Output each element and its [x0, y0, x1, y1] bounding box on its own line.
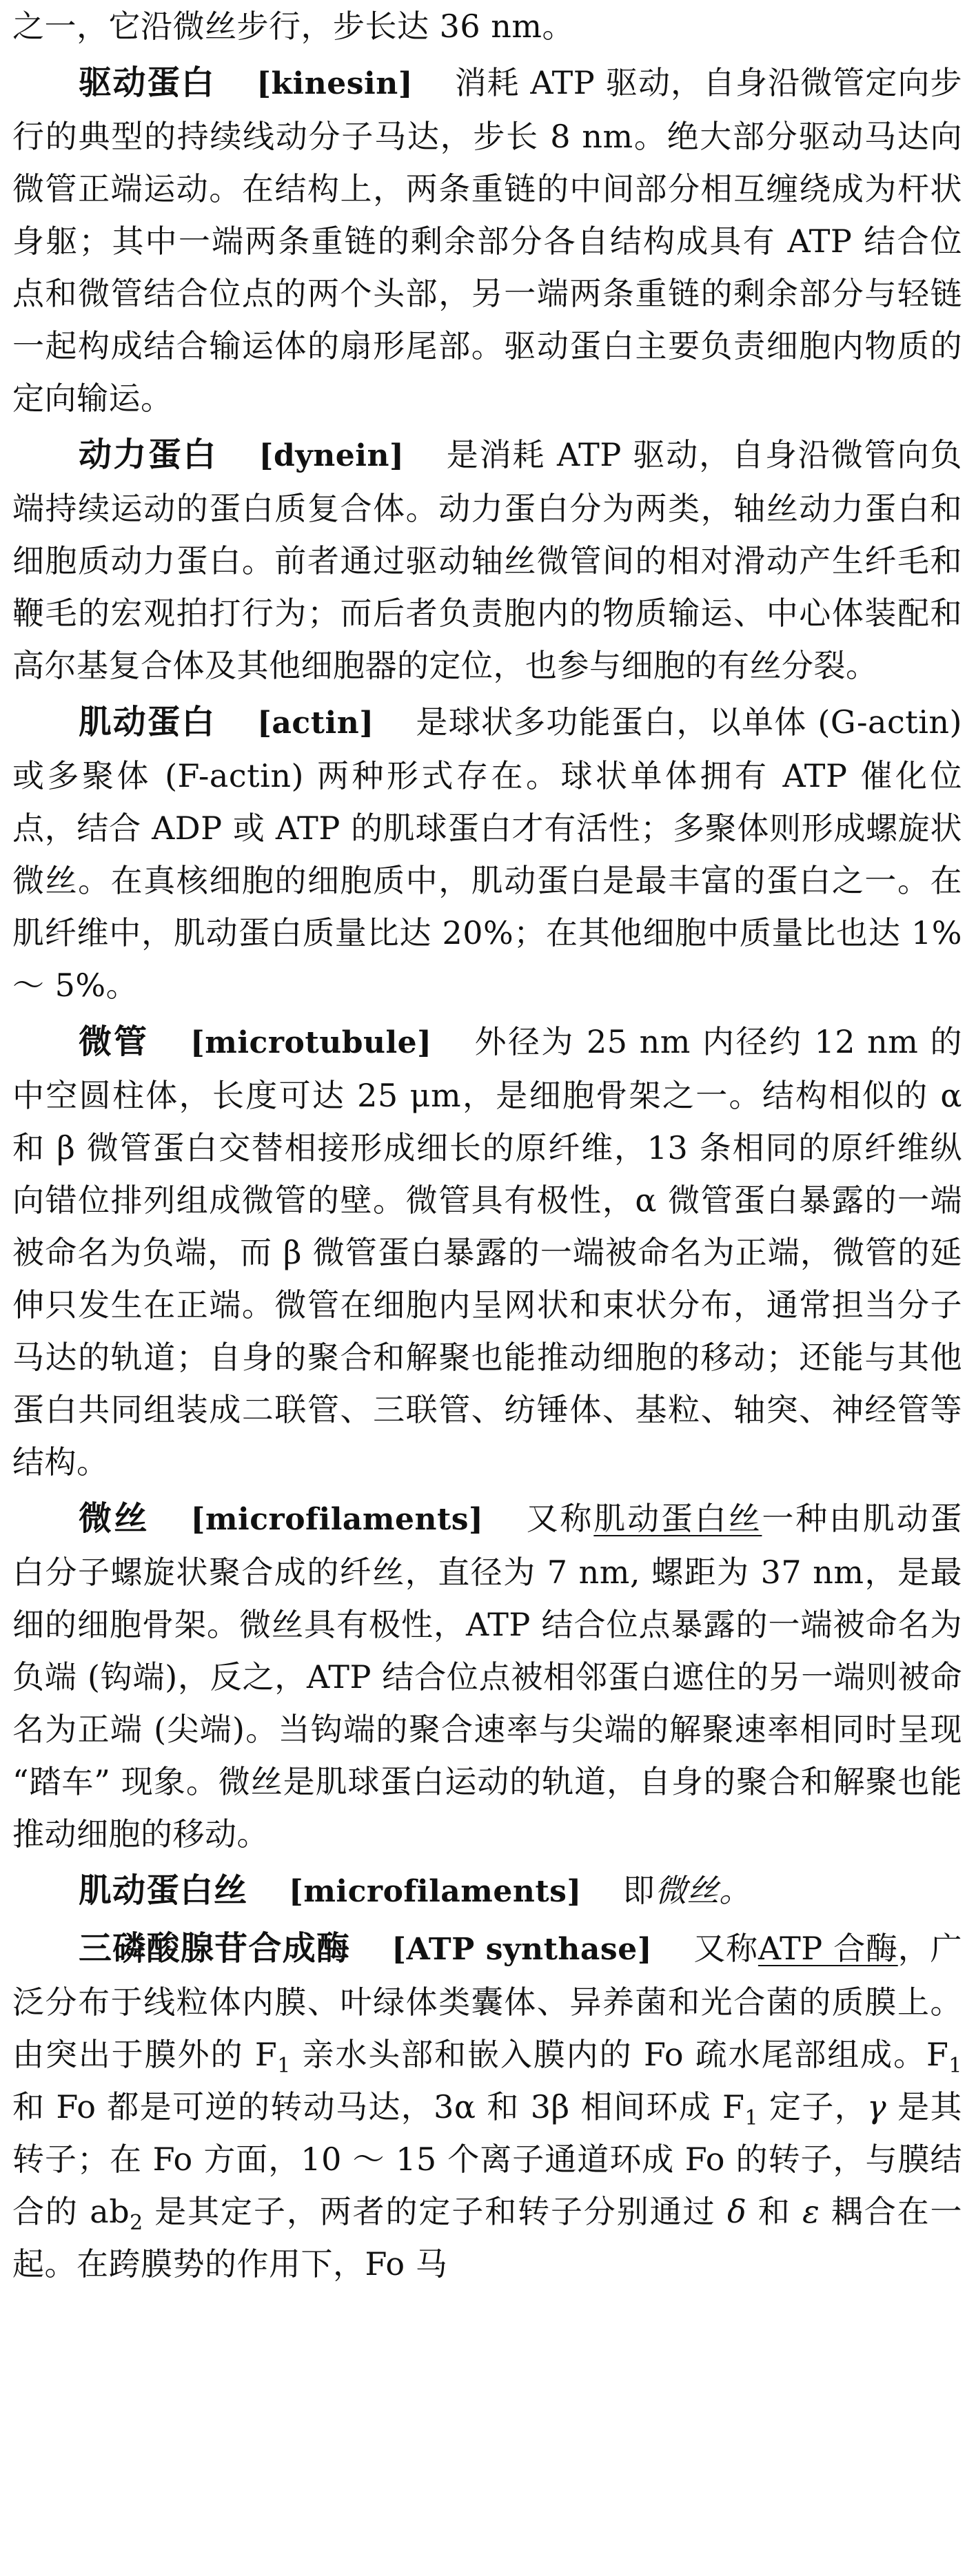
greek-symbol: ε: [802, 2193, 820, 2230]
entry-english: [ATP synthase]: [392, 1932, 653, 1967]
entry-term: 微丝: [79, 1499, 150, 1538]
subscript: 1: [948, 2054, 962, 2079]
entry-definition: 耦合在一起。在跨膜势的作用下，Fo 马: [12, 2193, 963, 2283]
entry-term: 三磷酸腺苷合成酶: [79, 1929, 351, 1968]
entry-term: 肌动蛋白: [79, 703, 216, 741]
entry-term: 微管: [79, 1022, 149, 1061]
entry-definition: 亲水头部和嵌入膜内的 Fo 疏水尾部组成。F: [290, 2036, 949, 2073]
entry-english: [microfilaments]: [289, 1874, 582, 1909]
entry-prefix: 又称: [525, 1500, 594, 1537]
entry-english: [actin]: [257, 705, 374, 741]
entry-definition: 是其定子，两者的定子和转子分别通过: [143, 2193, 727, 2230]
entry-kinesin: [12, 56, 962, 424]
subscript: 1: [744, 2106, 759, 2131]
entry-dynein: [12, 429, 962, 692]
see-reference[interactable]: 微丝。: [655, 1872, 751, 1909]
entry-english: [microfilaments]: [190, 1502, 484, 1537]
entry-definition: 和 Fo 都是可逆的转动马达，3α 和 3β 相间环成 F: [12, 2088, 745, 2125]
entry-actin-filament: [12, 1864, 962, 1918]
entry-microtubule: [12, 1016, 962, 1488]
entry-definition: 是球状多功能蛋白，以单体 (G-actin) 或多聚体 (F-actin) 两种形式存在。球状单体拥有 ATP 催化位点，结合 ADP 或 ATP 的肌球蛋白才有活性；多聚体则形成螺旋状微丝。在真核细胞的细胞质中，肌动蛋白是最丰富的蛋白之一。在肌纤维中，肌动蛋白质量比达 20%；在其他细胞中质量比也达 1% ～ 5%。: [12, 703, 962, 1004]
entry-english: [microtubule]: [190, 1025, 432, 1060]
entry-definition: 外径为 25 nm 内径约 12 nm 的中空圆柱体，长度可达 25 μm，是细胞骨架之一。结构相似的 α 和 β 微管蛋白交替相接形成细长的原纤维，13 条相同的原纤维纵向错位排列组成微管的壁。微管具有极性，α 微管蛋白暴露的一端被命名为负端，而 β 微管蛋白暴露的一端被命名为正端，微管的延伸只发生在正端。微管在细胞内呈网状和束状分布，通常担当分子马达的轨道；自身的聚合和解聚也能推动细胞的移动；还能与其他蛋白共同组装成二联管、三联管、纺锤体、基粒、轴突、神经管等结构。: [12, 1023, 962, 1481]
entry-definition: 是消耗 ATP 驱动，自身沿微管向负端持续运动的蛋白质复合体。动力蛋白分为两类，轴丝动力蛋白和细胞质动力蛋白。前者通过驱动轴丝微管间的相对滑动产生纤毛和鞭毛的宏观拍打行为；而后者负责胞内的物质输运、中心体装配和高尔基复合体及其他细胞器的定位，也参与细胞的有丝分裂。: [12, 436, 962, 684]
entry-english: [kinesin]: [256, 66, 414, 101]
entry-actin: [12, 696, 962, 1011]
greek-symbol: δ: [726, 2193, 747, 2230]
entry-atp-synthase: [12, 1922, 962, 2290]
subscript: 2: [130, 2211, 143, 2236]
entry-definition: 定子，: [758, 2088, 868, 2125]
entry-definition: 一种由肌动蛋白分子螺旋状聚合成的纤丝，直径为 7 nm, 螺距为 37 nm，是最细的细胞骨架。微丝具有极性，ATP 结合位点暴露的一端被命名为负端 (钩端)，反之，ATP 结合位点被相邻蛋白遮住的另一端则被命名为正端 (尖端)。当钩端的聚合速率与尖端的解聚速率相同时呈现 “踏车” 现象。微丝是肌球蛋白运动的轨道，自身的聚合和解聚也能推动细胞的移动。: [12, 1500, 963, 1853]
entry-term: 驱动蛋白: [79, 63, 216, 102]
continued-text: 之一，它沿微丝步行，步长达 36 nm。: [12, 8, 575, 45]
entry-definition: 消耗 ATP 驱动，自身沿微管定向步行的典型的持续线动分子马达，步长 8 nm。绝大部分驱动马达向微管正端运动。在结构上，两条重链的中间部分相互缠绕成为杆状身躯；其中一端两条重链的剩余部分各自结构成具有 ATP 结合位点和微管结合位点的两个头部，另一端两条重链的剩余部分与轻链一起构成结合输运体的扇形尾部。驱动蛋白主要负责细胞内物质的定向输运。: [12, 64, 962, 417]
entry-english: [dynein]: [258, 438, 405, 473]
cross-reference-link[interactable]: ATP 合酶: [758, 1930, 898, 1967]
entry-microfilaments: [12, 1492, 962, 1860]
entry-definition: ，广泛分布于线粒体内膜、叶绿体类囊体、异养菌和光合菌的质膜上。由突出于膜外的 F: [12, 1930, 963, 2073]
entry-prefix: 即: [622, 1872, 655, 1909]
greek-symbol: γ: [867, 2088, 887, 2125]
cross-reference-link[interactable]: 肌动蛋白丝: [593, 1500, 762, 1537]
entry-term: 肌动蛋白丝: [79, 1871, 248, 1910]
entry-definition: 和: [746, 2193, 803, 2230]
entry-prefix: 又称: [693, 1930, 758, 1967]
entry-term: 动力蛋白: [79, 435, 218, 474]
subscript: 1: [277, 2054, 291, 2079]
entry-definition: 是其转子；在 Fo 方面，10 ～ 15 个离子通道环成 Fo 的转子，与膜结合的 ab: [12, 2088, 963, 2230]
